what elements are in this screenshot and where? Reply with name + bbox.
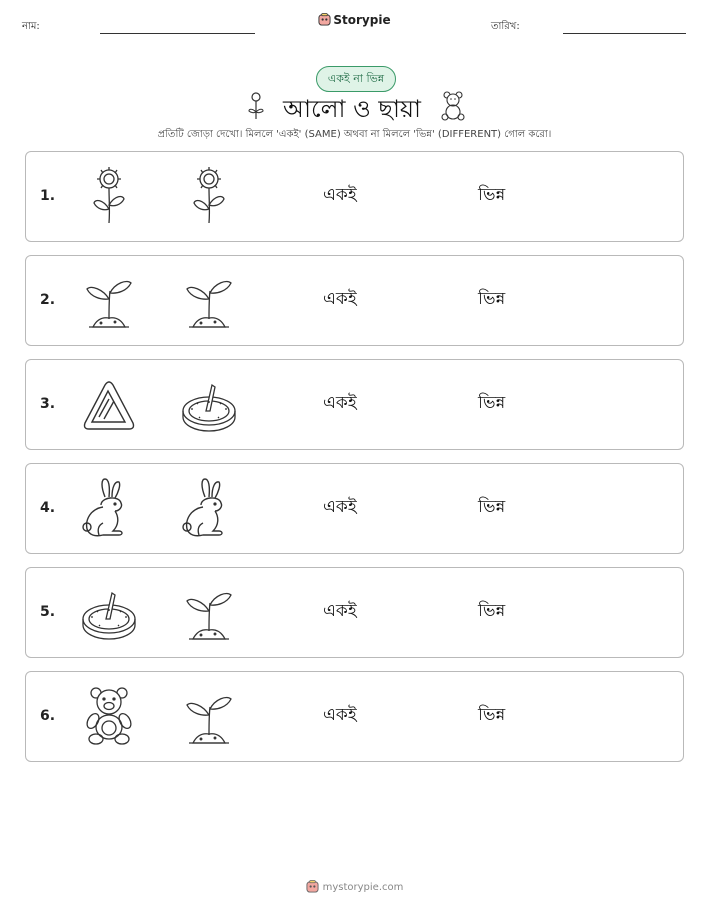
- date-line[interactable]: [563, 33, 686, 34]
- flower-icon: [179, 165, 239, 227]
- sprout-icon: [179, 581, 239, 643]
- question-row: [25, 567, 684, 658]
- flower-icon: [242, 90, 270, 122]
- footer-url[interactable]: mystorypie.com: [322, 882, 404, 893]
- different-option[interactable]: ভিন্ন: [478, 185, 506, 205]
- same-option[interactable]: একই: [323, 601, 357, 621]
- sundial-icon: [179, 373, 239, 435]
- flower-icon: [79, 165, 139, 227]
- sprout-icon: [179, 269, 239, 331]
- storypie-logo-icon: [318, 13, 331, 26]
- prism-icon: [79, 373, 139, 435]
- same-option[interactable]: একই: [323, 185, 357, 205]
- question-number: 3.: [40, 396, 56, 412]
- worksheet-type-badge: একই না ভিন্ন: [316, 66, 396, 92]
- same-option[interactable]: একই: [323, 393, 357, 413]
- same-option[interactable]: একই: [323, 497, 357, 517]
- name-line[interactable]: [100, 33, 255, 34]
- question-number: 1.: [40, 188, 56, 204]
- footer: [0, 880, 709, 893]
- question-number: 4.: [40, 500, 56, 516]
- question-row: [25, 255, 684, 346]
- rabbit-icon: [179, 477, 239, 539]
- question-number: 2.: [40, 292, 56, 308]
- question-number: 5.: [40, 604, 56, 620]
- different-option[interactable]: ভিন্ন: [478, 289, 506, 309]
- different-option[interactable]: ভিন্ন: [478, 705, 506, 725]
- name-label: নাম:: [22, 21, 40, 32]
- date-label: তারিখ:: [491, 21, 520, 32]
- teddy-bear-icon: [439, 90, 467, 122]
- instructions: প্রতিটি জোড়া দেখো। মিললে 'একই' (SAME) অথবা না মিললে 'ভিন্ন' (DIFFERENT) গোল করো।: [157, 129, 552, 140]
- different-option[interactable]: ভিন্ন: [478, 497, 506, 517]
- sprout-icon: [79, 269, 139, 331]
- question-row: [25, 463, 684, 554]
- same-option[interactable]: একই: [323, 705, 357, 725]
- same-option[interactable]: একই: [323, 289, 357, 309]
- question-row: [25, 671, 684, 762]
- question-row: [25, 151, 684, 242]
- different-option[interactable]: ভিন্ন: [478, 393, 506, 413]
- storypie-logo-icon: [306, 880, 319, 893]
- sprout-icon: [179, 685, 239, 747]
- question-row: [25, 359, 684, 450]
- teddy-bear-icon: [79, 685, 139, 747]
- brand-name: Storypie: [333, 13, 391, 27]
- sundial-icon: [79, 581, 139, 643]
- page-title: আলো ও ছায়া: [283, 95, 422, 123]
- different-option[interactable]: ভিন্ন: [478, 601, 506, 621]
- question-number: 6.: [40, 708, 56, 724]
- rabbit-icon: [79, 477, 139, 539]
- brand: [0, 13, 709, 27]
- title-row: [0, 90, 709, 124]
